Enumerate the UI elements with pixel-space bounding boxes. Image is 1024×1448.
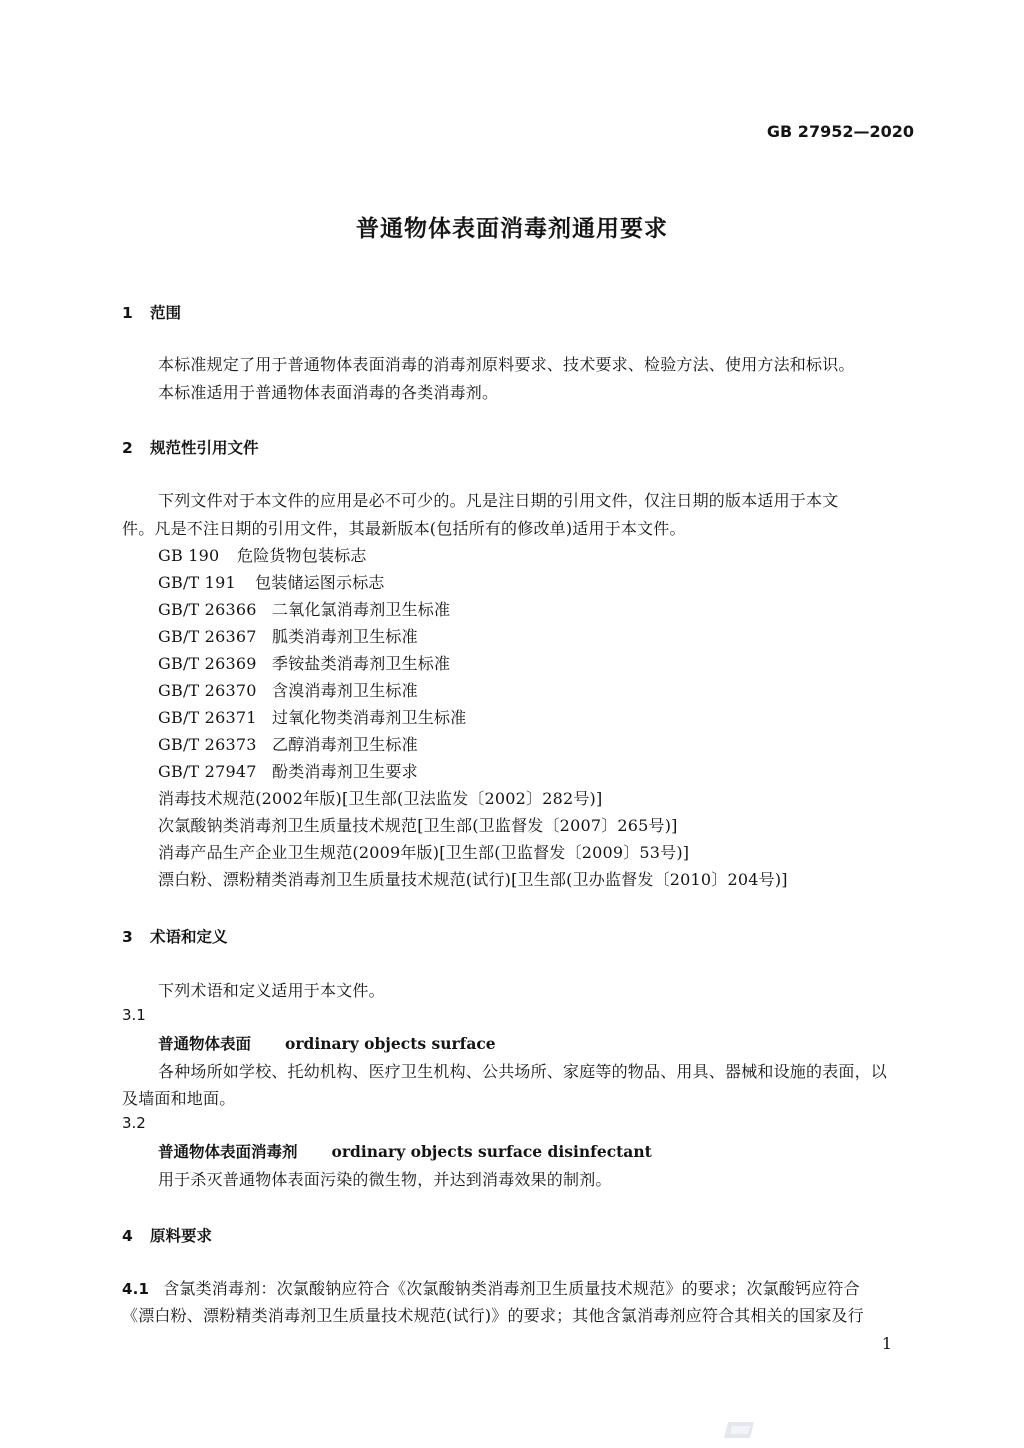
section-title: 规范性引用文件	[150, 439, 259, 457]
reference-item: 次氯酸钠类消毒剂卫生质量技术规范[卫生部(卫监督发〔2007〕265号)]	[158, 816, 678, 835]
reference-code: GB/T 191	[158, 573, 236, 592]
term-chinese: 普通物体表面消毒剂	[158, 1143, 298, 1161]
term-number: 3.1	[122, 1006, 146, 1024]
reference-title: 危险货物包装标志	[237, 546, 367, 565]
term-english: ordinary objects surface	[285, 1034, 496, 1053]
reference-title: 酚类消毒剂卫生要求	[272, 762, 418, 781]
reference-item	[158, 759, 418, 782]
reference-code: GB/T 26367	[158, 627, 257, 646]
term-definition: 用于杀灭普通物体表面污染的微生物，并达到消毒效果的制剂。	[158, 1170, 612, 1189]
reference-item	[158, 597, 450, 620]
clause-text-continued: 《漂白粉、漂粉精类消毒剂卫生质量技术规范(试行)》的要求；其他含氯消毒剂应符合其相关的国家及行	[122, 1306, 864, 1325]
section-number: 2	[122, 439, 133, 457]
reference-item	[158, 570, 385, 593]
term-definition: 各种场所如学校、托幼机构、医疗卫生机构、公共场所、家庭等的物品、用具、器械和设施的表面，以	[158, 1062, 888, 1081]
term-definition: 及墙面和地面。	[122, 1089, 236, 1108]
reference-code: GB/T 26366	[158, 600, 257, 619]
reference-code: GB/T 26369	[158, 654, 257, 673]
section-number: 1	[122, 304, 133, 322]
reference-title: 乙醇消毒剂卫生标准	[272, 735, 418, 754]
section-title: 范围	[150, 304, 182, 322]
section-number: 3	[122, 928, 133, 946]
reference-code: GB 190	[158, 546, 220, 565]
term-chinese: 普通物体表面	[158, 1035, 252, 1053]
standard-code: GB 27952—2020	[766, 122, 914, 141]
section-title: 术语和定义	[150, 928, 228, 946]
reference-item: 漂白粉、漂粉精类消毒剂卫生质量技术规范(试行)[卫生部(卫办监督发〔2010〕204号)]	[158, 870, 788, 889]
document-title: 普通物体表面消毒剂通用要求	[356, 216, 668, 242]
term-number: 3.2	[122, 1114, 146, 1132]
section-1-heading	[122, 301, 181, 323]
reference-code: GB/T 26370	[158, 681, 257, 700]
reference-code: GB/T 26371	[158, 708, 257, 727]
section-2-heading	[122, 436, 259, 458]
paragraph: 件。凡是不注日期的引用文件，其最新版本(包括所有的修改单)适用于本文件。	[122, 519, 686, 538]
section-3-heading	[122, 925, 228, 947]
reference-title: 二氧化氯消毒剂卫生标准	[272, 600, 451, 619]
reference-title: 过氧化物类消毒剂卫生标准	[272, 708, 467, 727]
reference-code: GB/T 26373	[158, 735, 257, 754]
reference-item	[158, 705, 466, 728]
paragraph: 本标准适用于普通物体表面消毒的各类消毒剂。	[158, 383, 499, 402]
term-english: ordinary objects surface disinfectant	[331, 1142, 652, 1161]
reference-item	[158, 543, 367, 566]
section-title: 原料要求	[150, 1227, 213, 1245]
reference-item: 消毒技术规范(2002年版)[卫生部(卫法监发〔2002〕282号)]	[158, 789, 603, 808]
paragraph: 下列文件对于本文件的应用是必不可少的。凡是注日期的引用文件，仅注日期的版本适用于本文	[158, 491, 839, 510]
reference-item	[158, 624, 418, 647]
term-entry	[158, 1032, 496, 1054]
reference-item: 消毒产品生产企业卫生规范(2009年版)[卫生部(卫监督发〔2009〕53号)]	[158, 843, 690, 862]
clause-text: 含氯类消毒剂：次氯酸钠应符合《次氯酸钠类消毒剂卫生质量技术规范》的要求；次氯酸钙应符合	[163, 1279, 860, 1298]
reference-item	[158, 732, 418, 755]
paragraph: 本标准规定了用于普通物体表面消毒的消毒剂原料要求、技术要求、检验方法、使用方法和标识。	[158, 355, 855, 374]
section-number: 4	[122, 1227, 133, 1245]
reference-item	[158, 651, 450, 674]
term-entry	[158, 1140, 652, 1162]
page-number: 1	[881, 1334, 892, 1353]
reference-item	[158, 678, 418, 701]
reference-title: 季铵盐类消毒剂卫生标准	[272, 654, 451, 673]
paragraph: 下列术语和定义适用于本文件。	[158, 981, 385, 1000]
reference-title: 包装储运图示标志	[255, 573, 385, 592]
reference-title: 胍类消毒剂卫生标准	[272, 627, 418, 646]
clause-number: 4.1	[122, 1280, 150, 1298]
reference-title: 含溴消毒剂卫生标准	[272, 681, 418, 700]
reference-code: GB/T 27947	[158, 762, 257, 781]
clause-4-1	[122, 1276, 860, 1299]
watermark-logo-icon	[724, 1420, 758, 1440]
section-4-heading	[122, 1224, 212, 1246]
